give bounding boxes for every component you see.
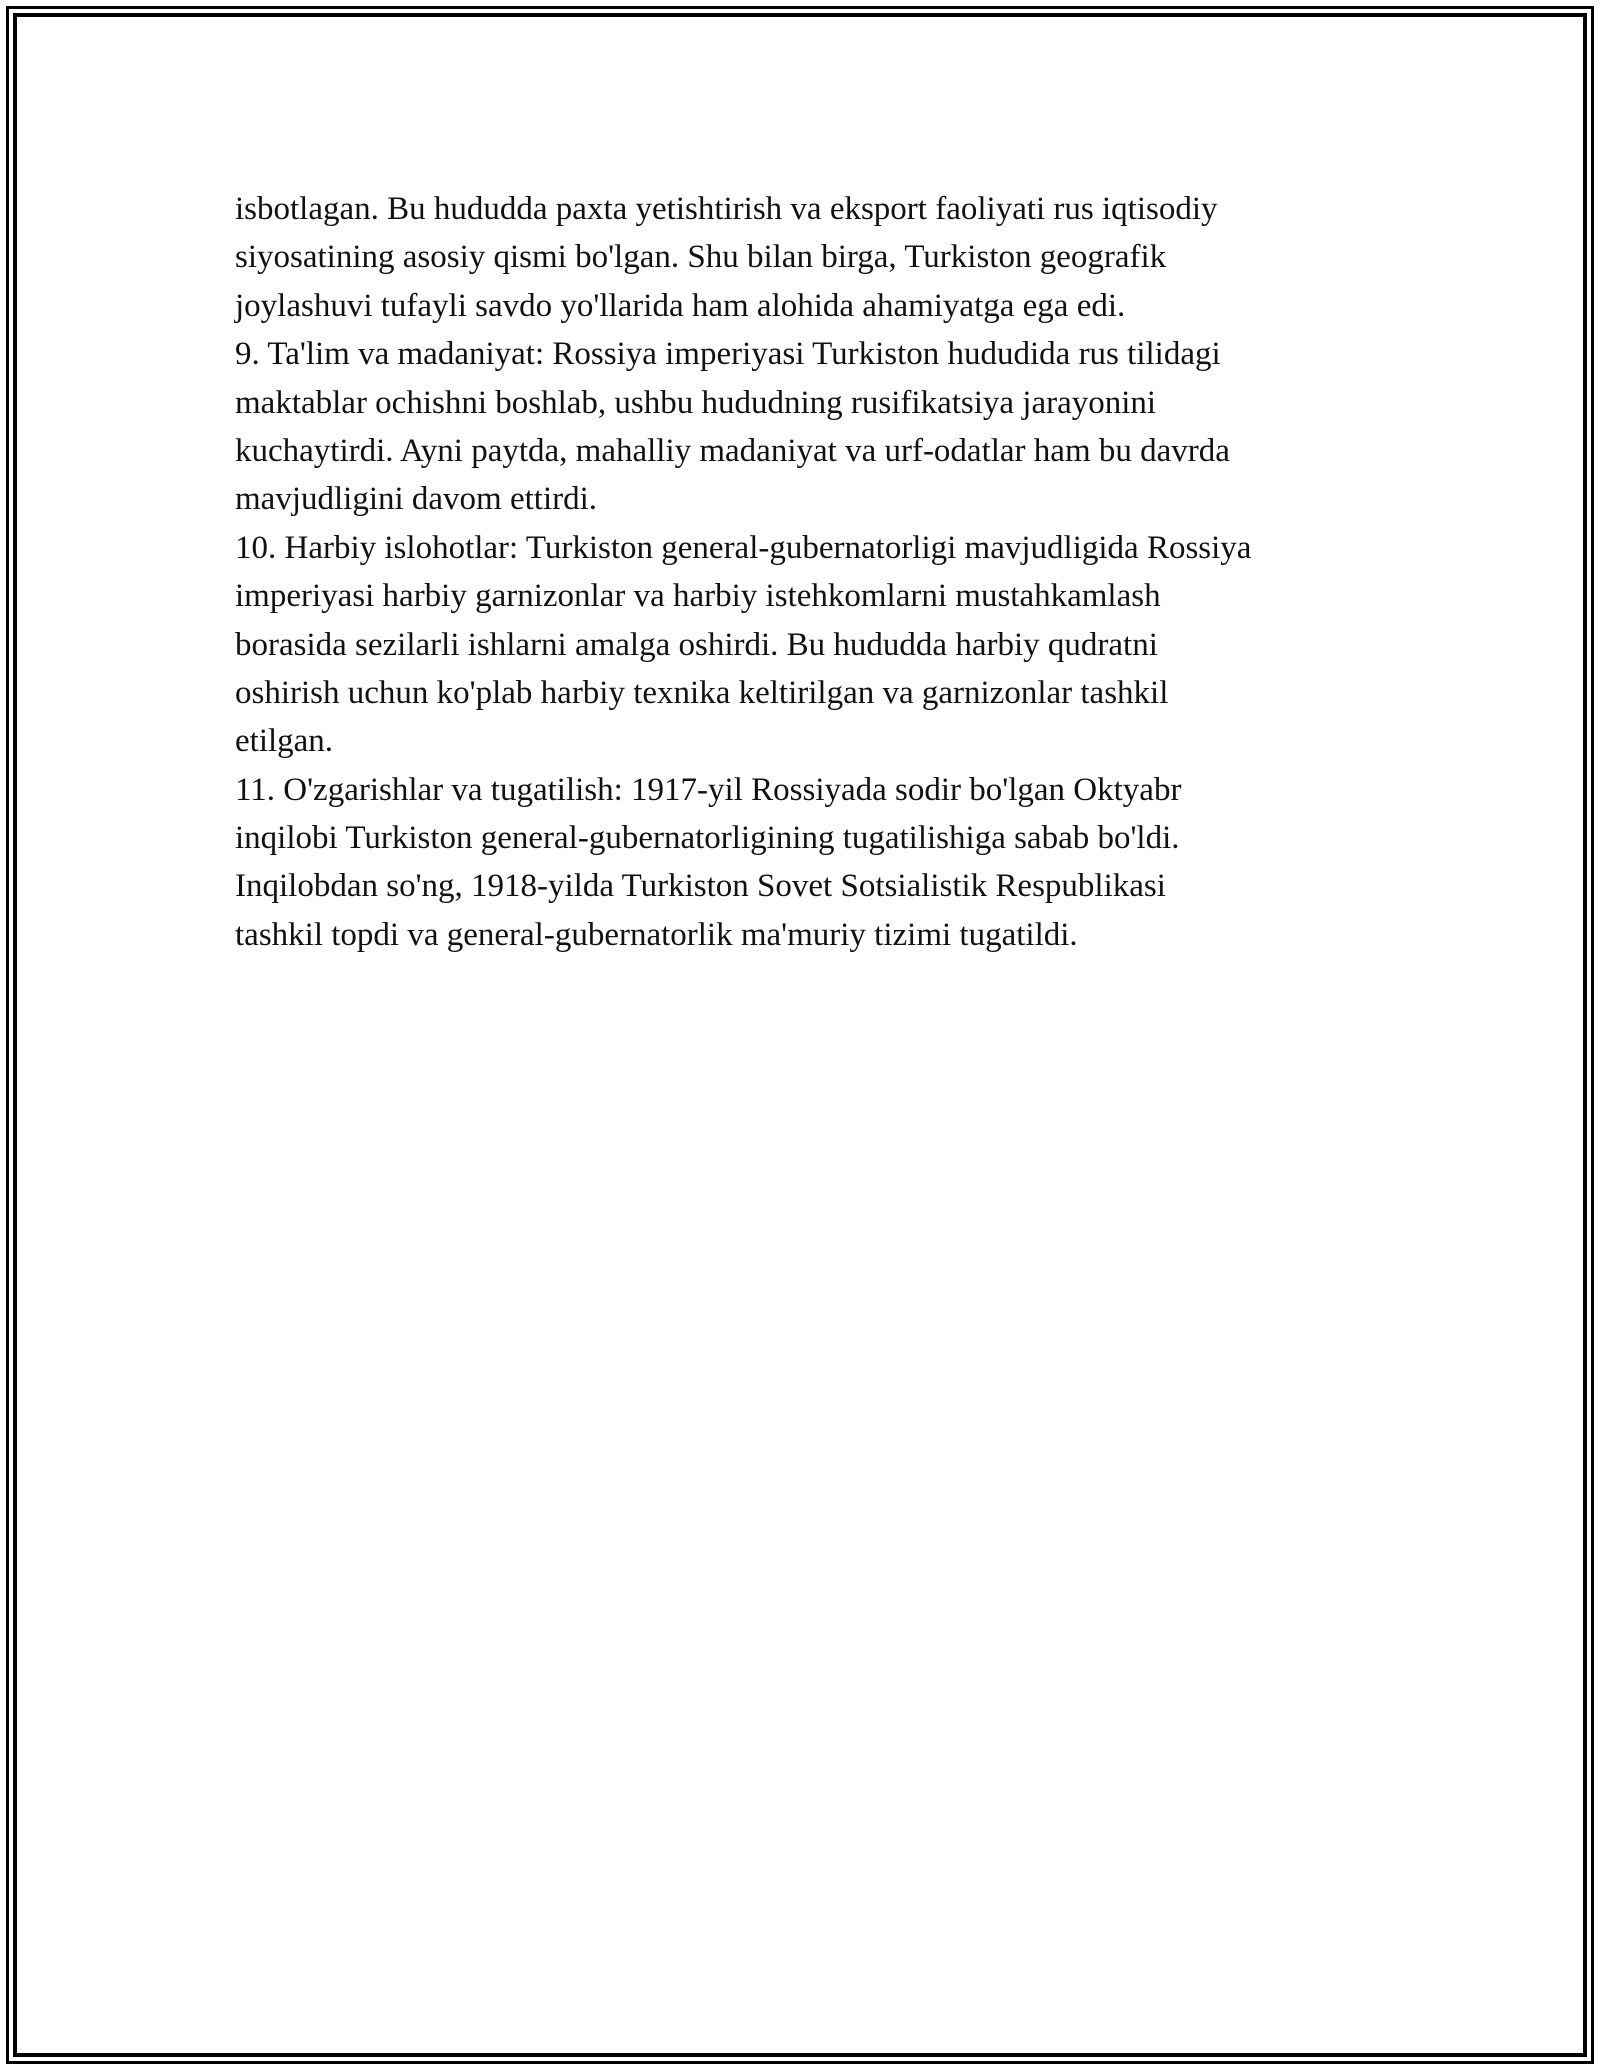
text-line: etilgan. [235,723,334,760]
text-line: 10. Harbiy islohotlar: Turkiston general-gubernatorligi mavjudligida Rossiya [235,529,1252,566]
text-line: isbotlagan. Bu hududda paxta yetishtirish va eksport faoliyati rus iqtisodiy [235,191,1218,227]
text-line: maktablar ochishni boshlab, ushbu hududning rusifikatsiya jarayonini [235,384,1157,421]
document-body [235,185,1385,959]
text-line: kuchaytirdi. Ayni paytda, mahalliy madaniyat va urf-odatlar ham bu davrda [235,432,1230,469]
text-line: Inqilobdan so'ng, 1918-yilda Turkiston Sovet Sotsialistik Respublikasi [235,868,1166,905]
text-line: oshirish uchun ko'plab harbiy texnika keltirilgan va garnizonlar tashkil [235,674,1169,711]
text-line: 11. O'zgarishlar va tugatilish: 1917-yil Rossiyada sodir bo'lgan Oktyabr [235,771,1182,808]
text-line: imperiyasi harbiy garnizonlar va harbiy istehkomlarni mustahkamlash [235,578,1161,615]
text-line: joylashuvi tufayli savdo yo'llarida ham alohida ahamiyatga ega edi. [235,287,1126,324]
text-line: mavjudligini davom ettirdi. [235,481,598,518]
text-line: 9. Ta'lim va madaniyat: Rossiya imperiyasi Turkiston hududida rus tilidagi [235,336,1221,373]
text-line: tashkil topdi va general-gubernatorlik ma'muriy tizimi tugatildi. [235,916,1078,953]
text-line: siyosatining asosiy qismi bo'lgan. Shu bilan birga, Turkiston geografik [235,239,1167,276]
text-line: inqilobi Turkiston general-gubernatorligining tugatilishiga sabab bo'ldi. [235,820,1180,857]
text-line: borasida sezilarli ishlarni amalga oshirdi. Bu hududda harbiy qudratni [235,626,1158,663]
